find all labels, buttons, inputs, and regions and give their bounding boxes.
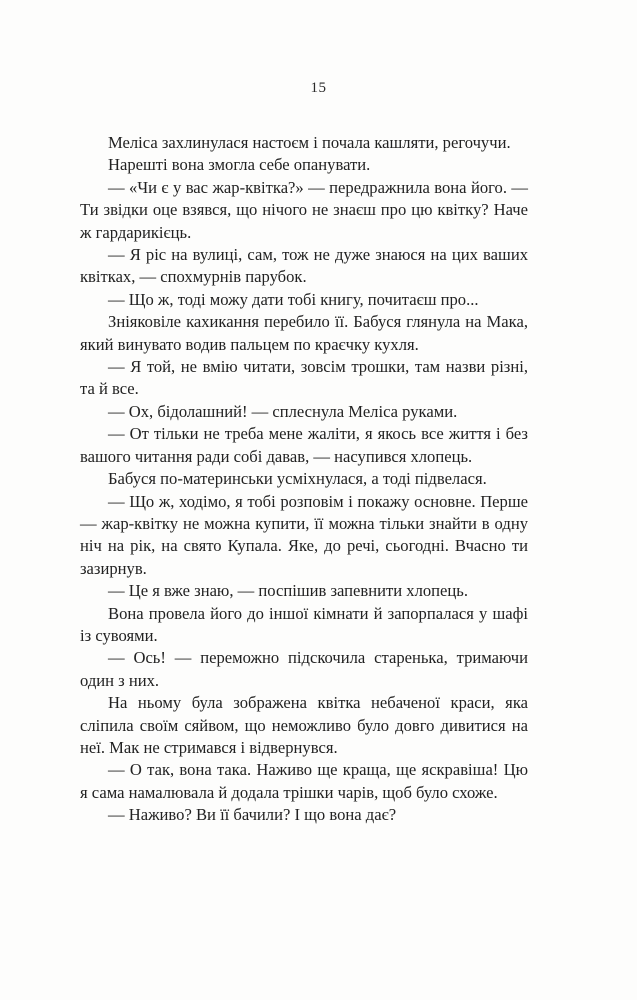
paragraph: — Це я вже знаю, — поспішив запевнити хлопець. bbox=[108, 581, 468, 601]
paragraph: Нарешті вона змогла себе опанувати. bbox=[108, 155, 371, 175]
paragraph: — От тільки не треба мене жаліти, я якось все життя і без вашого читання ради собі давав, — насупився хлопець. bbox=[80, 424, 528, 466]
paragraph: — Ось! — переможно підскочила старенька, тримаючи один з них. bbox=[80, 648, 528, 690]
paragraph: — Що ж, ходімо, я тобі розповім і покажу основне. Перше — жар-квітку не можна купити, її можна тільки знайти в одну ніч на рік, на свято Купала. Яке, до речі, сьогодні. Вчасно ти зазирнув. bbox=[80, 491, 528, 578]
paragraph: Вона провела його до іншої кімнати й запорпалася у шафі із сувоями. bbox=[80, 603, 528, 645]
text-block bbox=[80, 132, 528, 827]
paragraph: Меліса захлинулася настоєм і почала кашляти, регочучи. bbox=[108, 133, 511, 152]
paragraph: Бабуся по-материнськи усміхнулася, а тоді підвелася. bbox=[108, 469, 487, 489]
paragraph: — О так, вона така. Наживо ще краща, ще яскравіша! Цю я сама намалювала й додала трішки чарів, щоб було схоже. bbox=[80, 760, 528, 802]
paragraph: — Я той, не вмію читати, зовсім трошки, там назви різні, та й все. bbox=[80, 357, 528, 399]
paragraph: На ньому була зображена квітка небаченої краси, яка сліпила своїм сяйвом, що неможливо було довго дивитися на неї. Мак не стримався і відвернувся. bbox=[80, 693, 528, 757]
page-number: 15 bbox=[310, 80, 327, 96]
paragraph: — Наживо? Ви її бачили? І що вона дає? bbox=[108, 805, 397, 825]
paragraph: — Я ріс на вулиці, сам, тож не дуже знаюся на цих ваших квітках, — спохмурнів парубок. bbox=[80, 245, 528, 287]
paragraph: — Ох, бідолашний! — сплеснула Меліса руками. bbox=[108, 401, 458, 421]
paragraph: — «Чи є у вас жар-квітка?» — передражнила вона його. — Ти звідки оце взявся, що нічого не знаєш про цю квітку? Наче ж гардарикієць. bbox=[80, 177, 528, 242]
paragraph: — Що ж, тоді можу дати тобі книгу, почитаєш про... bbox=[108, 289, 479, 309]
paragraph: Зніяковіле кахикання перебило її. Бабуся глянула на Мака, який винувато водив пальцем по краєчку кухля. bbox=[80, 312, 528, 354]
